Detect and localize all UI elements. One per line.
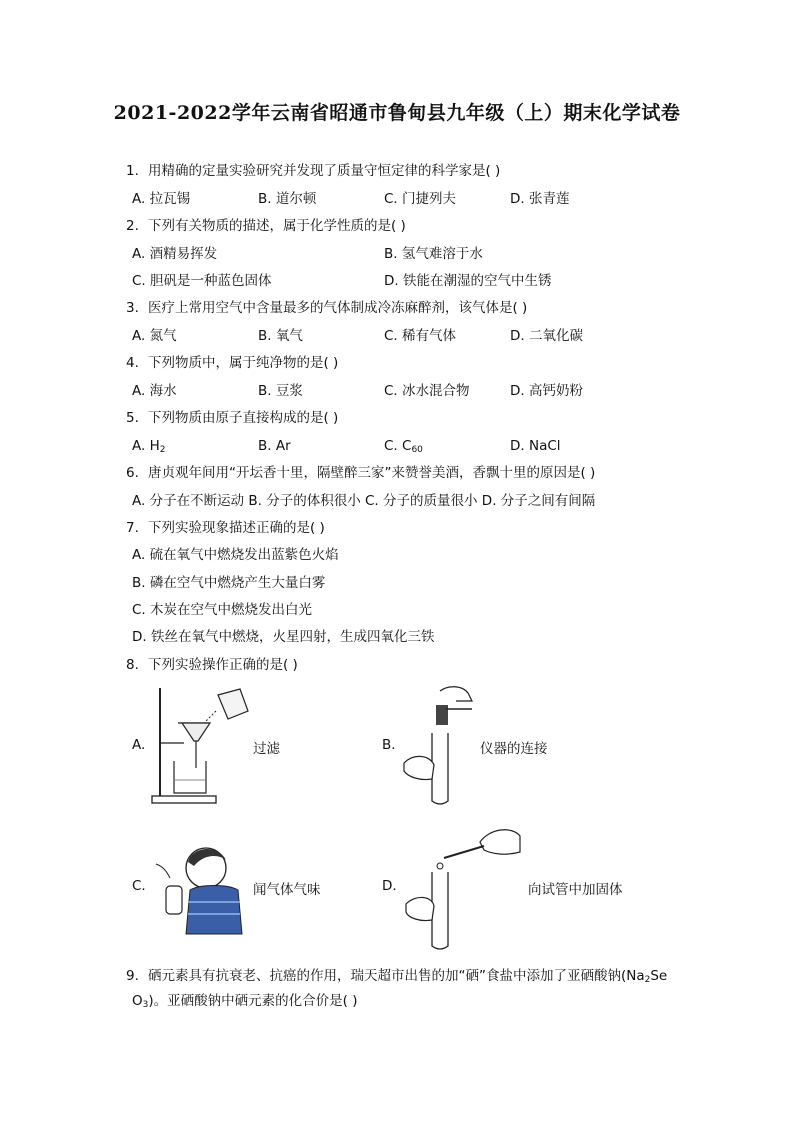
question-7 bbox=[126, 519, 325, 537]
q7-option-d: D. 铁丝在氧气中燃烧，火星四射，生成四氧化三铁 bbox=[132, 629, 435, 645]
q8-option-a-label: A. bbox=[132, 737, 146, 753]
adding-solid-figure bbox=[400, 822, 530, 952]
question-4 bbox=[126, 354, 338, 372]
question-3 bbox=[126, 299, 527, 317]
question-8 bbox=[126, 656, 298, 674]
q3-option-d: D. 二氧化碳 bbox=[510, 328, 583, 344]
q3-option-c: C. 稀有气体 bbox=[384, 328, 457, 344]
subscript: 2 bbox=[159, 445, 166, 455]
question-number: 6. bbox=[126, 465, 139, 481]
q1-option-c: C. 门捷列夫 bbox=[384, 191, 457, 207]
question-text: 下列物质中，属于纯净物的是( ) bbox=[148, 355, 339, 371]
question-number: 9. bbox=[126, 968, 139, 984]
q4-option-d: D. 高钙奶粉 bbox=[510, 383, 583, 399]
filtration-figure bbox=[148, 683, 252, 807]
question-number: 1. bbox=[126, 163, 139, 179]
q5-option-b: B. Ar bbox=[258, 438, 291, 454]
question-2 bbox=[126, 217, 406, 235]
question-text-tail: Se bbox=[650, 968, 668, 984]
question-6 bbox=[126, 464, 595, 482]
q3-option-a: A. 氮气 bbox=[132, 328, 177, 344]
q2-option-c: C. 胆矾是一种蓝色固体 bbox=[132, 273, 272, 289]
question-text: 下列物质由原子直接构成的是( ) bbox=[148, 410, 339, 426]
question-number: 4. bbox=[126, 355, 139, 371]
subscript: 3 bbox=[142, 1000, 149, 1010]
question-text: O bbox=[132, 993, 143, 1009]
q8-option-a-caption: 过滤 bbox=[253, 741, 280, 757]
q2-option-d: D. 铁能在潮湿的空气中生锈 bbox=[384, 273, 552, 289]
question-text: 唐贞观年间用“开坛香十里，隔壁醉三家”来赞誉美酒，香飘十里的原因是( ) bbox=[148, 465, 596, 481]
q6-options: A. 分子在不断运动 B. 分子的体积很小 C. 分子的质量很小 D. 分子之间有间隔 bbox=[132, 493, 596, 509]
question-text: 硒元素具有抗衰老、抗癌的作用，瑞天超市出售的加“硒”食盐中添加了亚硒酸钠(Na bbox=[148, 968, 645, 984]
q7-option-b: B. 磷在空气中燃烧产生大量白雾 bbox=[132, 575, 326, 591]
question-9-line2 bbox=[132, 992, 357, 1014]
question-5 bbox=[126, 409, 338, 427]
q2-option-b: B. 氢气难溶于水 bbox=[384, 246, 483, 262]
question-number: 7. bbox=[126, 520, 139, 536]
q8-option-d-caption: 向试管中加固体 bbox=[528, 882, 623, 898]
instrument-connection-figure bbox=[400, 683, 480, 807]
q1-option-a: A. 拉瓦锡 bbox=[132, 191, 191, 207]
smelling-gas-figure bbox=[148, 838, 248, 938]
subscript: 60 bbox=[411, 445, 423, 455]
question-text: 下列实验操作正确的是( ) bbox=[148, 657, 298, 673]
question-number: 5. bbox=[126, 410, 139, 426]
q1-option-b: B. 道尔顿 bbox=[258, 191, 317, 207]
q4-option-a: A. 海水 bbox=[132, 383, 177, 399]
q8-option-c-caption: 闻气体气味 bbox=[253, 882, 321, 898]
q8-option-b-caption: 仪器的连接 bbox=[480, 741, 548, 757]
question-number: 2. bbox=[126, 218, 139, 234]
q4-option-c: C. 冰水混合物 bbox=[384, 383, 470, 399]
q2-option-a: A. 酒精易挥发 bbox=[132, 246, 218, 262]
page-title: 2021-2022学年云南省昭通市鲁甸县九年级（上）期末化学试卷 bbox=[113, 102, 681, 124]
q4-option-b: B. 豆浆 bbox=[258, 383, 303, 399]
q5-option-c bbox=[384, 437, 423, 459]
q3-option-b: B. 氧气 bbox=[258, 328, 303, 344]
question-text: 下列有关物质的描述，属于化学性质的是( ) bbox=[148, 218, 406, 234]
option-text: C. C bbox=[384, 438, 412, 454]
question-text: 下列实验现象描述正确的是( ) bbox=[148, 520, 325, 536]
question-text: 用精确的定量实验研究并发现了质量守恒定律的科学家是( ) bbox=[148, 163, 501, 179]
q5-option-d: D. NaCl bbox=[510, 438, 561, 454]
q7-option-c: C. 木炭在空气中燃烧发出白光 bbox=[132, 602, 313, 618]
q7-option-a: A. 硫在氧气中燃烧发出蓝紫色火焰 bbox=[132, 547, 339, 563]
subscript: 2 bbox=[644, 975, 651, 985]
q5-option-a bbox=[132, 437, 165, 459]
q8-option-b-label: B. bbox=[382, 737, 396, 753]
question-number: 8. bbox=[126, 657, 139, 673]
question-number: 3. bbox=[126, 300, 139, 316]
question-1 bbox=[126, 162, 500, 180]
q8-option-c-label: C. bbox=[132, 878, 146, 894]
q8-option-d-label: D. bbox=[382, 878, 397, 894]
question-9 bbox=[126, 967, 667, 989]
option-text: A. H bbox=[132, 438, 160, 454]
q1-option-d: D. 张青莲 bbox=[510, 191, 570, 207]
question-text: 医疗上常用空气中含量最多的气体制成冷冻麻醉剂，该气体是( ) bbox=[148, 300, 528, 316]
question-text: )。亚硒酸钠中硒元素的化合价是( ) bbox=[148, 993, 358, 1009]
